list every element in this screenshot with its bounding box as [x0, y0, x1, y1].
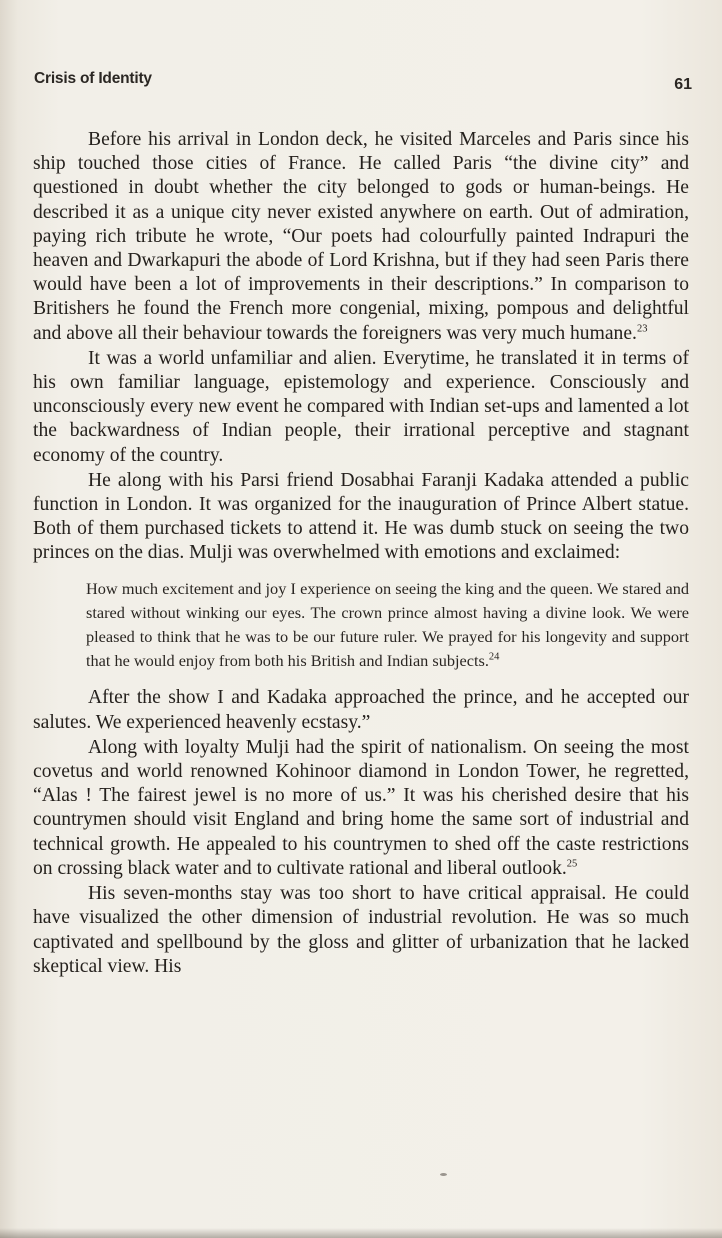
paragraph-text: His seven-months stay was too short to have critical appraisal. He could have visualized the other dimension of industrial revolution. He was so much captivated and spellbound by the gloss and glitter of urbanization that he lacked skeptical view. His	[33, 883, 689, 977]
page-body	[33, 128, 689, 980]
quote-text: How much excitement and joy I experience on seeing the king and the queen. We stared and stared without winking our eyes. The crown prince almost having a divine look. We were pleased to think that he was to be our future ruler. We prayed for his longevity and support that he would enjoy from both his British and Indian subjects.	[86, 578, 689, 671]
block-quote	[86, 577, 689, 674]
paragraph-paris	[33, 128, 689, 346]
paragraph-text: Along with loyalty Mulji had the spirit of nationalism. On seeing the most covetus and world renowned Kohinoor diamond in London Tower, he regretted, “Alas ! The fairest jewel is no more of us.” It was his cherished desire that his countrymen should visit England and bring home the same sort of industrial and technical growth. He appealed to his countrymen to shed off the caste restrictions on crossing black water and to cultivate rational and liberal outlook.	[33, 736, 689, 879]
paragraph-salutes	[33, 686, 689, 734]
paragraph-prince-albert	[33, 469, 689, 566]
paragraph-nationalism	[33, 736, 689, 881]
paragraph-text: It was a world unfamiliar and alien. Everytime, he translated it in terms of his own familiar language, epistemology and experience. Consciously and unconsciously every new event he compared with Indian set-ups and lamented a lot the backwardness of Indian people, their irrational perceptive and stagnant economy of the country.	[33, 347, 689, 466]
paper-speck	[440, 1173, 447, 1176]
footnote-ref: 24	[488, 651, 500, 663]
paragraph-unfamiliar-world	[33, 347, 689, 468]
running-title: Crisis of Identity	[34, 70, 152, 87]
page-number: 61	[674, 76, 692, 93]
paragraph-text: After the show I and Kadaka approached the prince, and he accepted our salutes. We experienced heavenly ecstasy.”	[33, 687, 689, 733]
paragraph-text: Before his arrival in London deck, he visited Marceles and Paris since his ship touched those cities of France. He called Paris “the divine city” and questioned in doubt whether the city belonged to gods or human-beings. He described it as a unique city never existed anywhere on earth. Out of admiration, paying rich tribute he wrote, “Our poets had colourfully painted Indrapuri the heaven and Dwarkapuri the abode of Lord Krishna, but if they had seen Paris there would have been a lot of improvements in their descriptions.” In comparison to Britishers he found the French more congenial, mixing, pompous and delightful and above all their behaviour towards the foreigners was very much humane.	[33, 129, 689, 344]
page-header	[34, 68, 692, 94]
footnote-ref: 23	[636, 323, 648, 335]
paragraph-text: He along with his Parsi friend Dosabhai Faranji Kadaka attended a public function in London. It was organized for the inauguration of Prince Albert statue. Both of them purchased tickets to attend it. He was dumb stuck on seeing the two princes on the dias. Mulji was overwhelmed with emotions and exclaimed:	[33, 469, 689, 564]
paragraph-seven-months	[33, 882, 689, 979]
footnote-ref: 25	[566, 858, 578, 870]
